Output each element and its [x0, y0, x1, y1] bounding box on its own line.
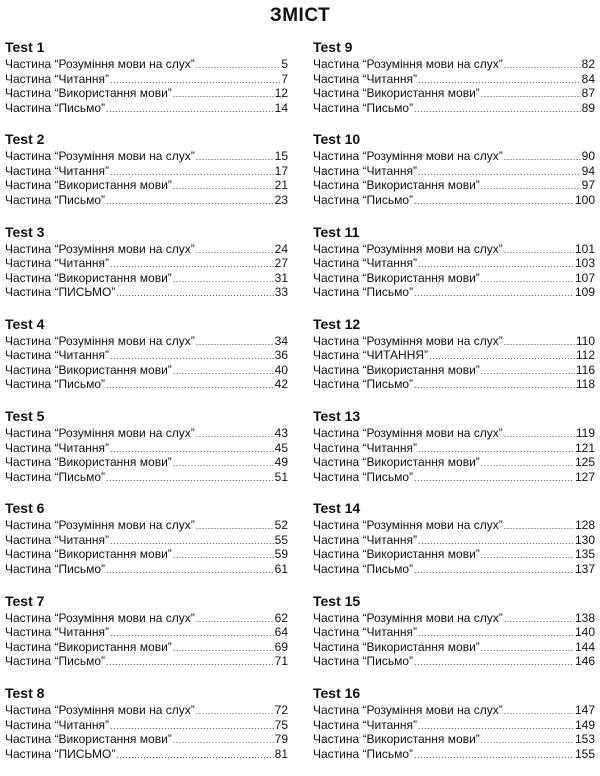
toc-entry[interactable]: [313, 654, 595, 669]
toc-entry[interactable]: [5, 470, 288, 485]
dot-leader: [196, 427, 274, 442]
test-section: [5, 38, 288, 115]
toc-entry-page-number: 27: [274, 256, 288, 271]
test-section: [313, 499, 595, 576]
toc-entry-page-number: 55: [274, 532, 288, 547]
test-section: [5, 499, 288, 576]
toc-entry-page-number: 118: [575, 377, 595, 392]
toc-entry-page-number: 81: [274, 746, 288, 761]
toc-entry-label: Частина “Читання”: [313, 256, 417, 271]
toc-entry-label: Частина “Використання мови”: [5, 547, 172, 562]
toc-entry[interactable]: [313, 86, 595, 101]
toc-entry-label: Частина “Читання”: [5, 163, 109, 178]
dot-leader: [116, 286, 273, 301]
dot-leader: [481, 548, 574, 563]
toc-entry-page-number: 90: [581, 149, 595, 164]
toc-entry-label: Частина “Читання”: [5, 625, 109, 640]
toc-entry-label: Частина “Розуміння мови на слух”: [5, 426, 195, 441]
toc-entry-page-number: 135: [574, 547, 595, 562]
toc-entry[interactable]: [5, 149, 288, 164]
test-section: [5, 223, 288, 300]
toc-entry-label: Частина “Використання мови”: [5, 270, 172, 285]
toc-entry-page-number: 110: [575, 333, 595, 348]
toc-entry[interactable]: [5, 72, 288, 87]
toc-entry-label: Частина “Розуміння мови на слух”: [5, 518, 195, 533]
test-heading: Test 6: [5, 500, 45, 517]
toc-entry-page-number: 45: [274, 440, 288, 455]
toc-entry-page-number: 52: [274, 518, 288, 533]
page-title: ЗМІСТ: [269, 5, 331, 26]
toc-entry[interactable]: [5, 57, 288, 72]
toc-entry-page-number: 24: [274, 241, 288, 256]
dot-leader: [504, 58, 581, 73]
dot-leader: [196, 519, 274, 534]
toc-entry-label: Частина “Використання мови”: [313, 455, 480, 470]
toc-entry[interactable]: [5, 533, 288, 548]
toc-entry-label: Частина “Розуміння мови на слух”: [313, 149, 503, 164]
dot-leader: [106, 471, 274, 486]
toc-entry[interactable]: [313, 562, 595, 577]
dot-leader: [116, 748, 273, 763]
toc-entry-label: Частина “Письмо”: [5, 377, 106, 392]
toc-entry-page-number: 49: [274, 455, 288, 470]
toc-entry-label: Частина “Використання мови”: [313, 178, 480, 193]
test-section: [313, 130, 595, 207]
test-heading: Test 10: [313, 131, 361, 148]
toc-entry-label: Частина “Розуміння мови на слух”: [313, 241, 503, 256]
toc-entry[interactable]: [313, 426, 595, 441]
toc-entry[interactable]: [313, 285, 595, 300]
toc-entry-page-number: 59: [274, 547, 288, 562]
toc-entry-label: Частина “Використання мови”: [313, 362, 480, 377]
test-heading: Test 9: [313, 39, 353, 55]
dot-leader: [196, 150, 274, 165]
toc-entry-label: Частина “Розуміння мови на слух”: [5, 703, 195, 718]
toc-entry-page-number: 42: [274, 377, 288, 392]
test-section: [5, 315, 288, 392]
toc-entry-page-number: 33: [274, 285, 288, 300]
toc-entry-label: Частина “Розуміння мови на слух”: [313, 703, 503, 718]
toc-entry-page-number: 51: [274, 469, 288, 484]
test-heading: Test 16: [313, 685, 361, 702]
dot-leader: [504, 704, 574, 719]
dot-leader: [481, 364, 575, 379]
dot-leader: [196, 58, 281, 73]
test-heading: Test 8: [5, 685, 45, 702]
toc-entry-page-number: 84: [581, 71, 595, 86]
toc-entry-label: Частина “Читання”: [313, 71, 417, 86]
toc-entry-label: Частина “Використання мови”: [5, 455, 172, 470]
dot-leader: [418, 73, 581, 88]
toc-entry[interactable]: [313, 57, 595, 72]
test-heading: Test 3: [5, 223, 45, 240]
toc-entry-page-number: 140: [574, 625, 595, 640]
toc-entry[interactable]: [313, 455, 595, 470]
toc-entry[interactable]: [5, 193, 288, 208]
toc-entry-label: Частина “Письмо”: [5, 469, 106, 484]
test-heading: Test 12: [313, 315, 361, 332]
dot-leader: [414, 378, 575, 393]
toc-entry-label: Частина “Письмо”: [313, 561, 414, 576]
toc-entry-label: Частина “Письмо”: [5, 654, 106, 669]
toc-entry-page-number: 137: [574, 561, 595, 576]
dot-leader: [173, 641, 274, 656]
toc-entry[interactable]: [313, 72, 595, 87]
toc-entry[interactable]: [5, 747, 288, 762]
toc-entry-page-number: 89: [581, 100, 595, 115]
toc-entry-label: Частина “Використання мови”: [5, 639, 172, 654]
dot-leader: [481, 456, 574, 471]
toc-entry[interactable]: [313, 625, 595, 640]
toc-entry-page-number: 36: [274, 348, 288, 363]
toc-entry[interactable]: [313, 363, 595, 378]
test-heading: Test 7: [5, 592, 45, 609]
dot-leader: [504, 519, 574, 534]
toc-entry[interactable]: [5, 426, 288, 441]
toc-entry-page-number: 17: [274, 163, 288, 178]
toc-entry-page-number: 103: [574, 256, 595, 271]
toc-entry[interactable]: [5, 441, 288, 456]
toc-entry-page-number: 155: [574, 746, 595, 761]
toc-entry[interactable]: [5, 703, 288, 718]
toc-entry-label: Частина “Розуміння мови на слух”: [5, 241, 195, 256]
toc-entry-label: Частина “Використання мови”: [5, 178, 172, 193]
toc-entry-page-number: 144: [574, 639, 595, 654]
toc-entry-page-number: 62: [274, 610, 288, 625]
toc-entry[interactable]: [5, 334, 288, 349]
toc-column-left: [5, 38, 288, 776]
toc-entry-page-number: 71: [274, 654, 288, 669]
test-heading: Test 11: [313, 223, 360, 240]
toc-entry-label: Частина “Розуміння мови на слух”: [313, 333, 503, 348]
test-section: [5, 684, 288, 761]
toc-entry-label: Частина “Письмо”: [313, 469, 414, 484]
toc-entry-page-number: 75: [274, 717, 288, 732]
toc-column-right: [313, 38, 595, 776]
toc-entry[interactable]: [5, 348, 288, 363]
toc-entry-label: Частина “Використання мови”: [313, 86, 480, 100]
dot-leader: [106, 102, 274, 117]
toc-entry-page-number: 112: [575, 348, 595, 363]
dot-leader: [196, 704, 274, 719]
toc-entry-label: Частина “Читання”: [5, 348, 109, 363]
dot-leader: [504, 243, 574, 258]
toc-entry-label: Частина “Читання”: [5, 256, 109, 271]
toc-entry-label: Частина “Читання”: [313, 440, 417, 455]
toc-entry[interactable]: [313, 718, 595, 733]
dot-leader: [110, 257, 274, 272]
dot-leader: [110, 73, 280, 88]
dot-leader: [196, 335, 274, 350]
toc-entry-page-number: 79: [274, 732, 288, 747]
toc-entry[interactable]: [313, 271, 595, 286]
test-section: [313, 223, 595, 300]
test-heading: Test 14: [313, 500, 361, 517]
toc-entry-label: Частина “Розуміння мови на слух”: [313, 610, 503, 625]
toc-entry-label: Частина “Письмо”: [313, 746, 414, 761]
toc-entry[interactable]: [313, 640, 595, 655]
toc-entry-page-number: 101: [574, 241, 595, 256]
dot-leader: [504, 427, 575, 442]
toc-entry-page-number: 23: [274, 192, 288, 207]
toc-entry-page-number: 82: [581, 57, 595, 71]
toc-entry[interactable]: [5, 377, 288, 392]
dot-leader: [481, 87, 581, 102]
toc-entry-page-number: 64: [274, 625, 288, 640]
toc-entry[interactable]: [5, 86, 288, 101]
dot-leader: [418, 257, 574, 272]
dot-leader: [173, 548, 274, 563]
toc-entry[interactable]: [313, 348, 595, 363]
toc-entry[interactable]: [313, 193, 595, 208]
dot-leader: [414, 194, 574, 209]
toc-entry-page-number: 5: [281, 57, 288, 71]
toc-entry-page-number: 14: [274, 100, 288, 115]
test-heading: Test 4: [5, 315, 45, 332]
toc-entry[interactable]: [5, 732, 288, 747]
toc-entry-label: Частина “Використання мови”: [313, 270, 480, 285]
dot-leader: [504, 335, 575, 350]
dot-leader: [196, 243, 274, 258]
toc-entry[interactable]: [5, 242, 288, 257]
dot-leader: [110, 349, 274, 364]
test-section: [5, 592, 288, 669]
dot-leader: [414, 102, 581, 117]
test-section: [313, 38, 595, 115]
toc-entry-page-number: 146: [574, 654, 595, 669]
toc-entry-page-number: 153: [574, 732, 595, 747]
test-section: [313, 315, 595, 392]
toc-entry[interactable]: [313, 547, 595, 562]
test-section: [5, 407, 288, 484]
toc-entry-label: Частина “Письмо”: [5, 192, 106, 207]
toc-entry-page-number: 109: [574, 285, 595, 300]
toc-entry-label: Частина “ПИСЬМО”: [5, 285, 116, 300]
toc-entry[interactable]: [313, 149, 595, 164]
dot-leader: [110, 719, 274, 734]
dot-leader: [110, 442, 274, 457]
toc-entry-label: Частина “Розуміння мови на слух”: [313, 426, 503, 441]
toc-entry[interactable]: [313, 242, 595, 257]
test-section: [313, 407, 595, 484]
toc-entry-label: Частина “Письмо”: [313, 377, 414, 392]
dot-leader: [106, 378, 274, 393]
test-heading: Test 2: [5, 131, 45, 148]
toc-entry-page-number: 61: [274, 561, 288, 576]
dot-leader: [418, 719, 574, 734]
toc-entry[interactable]: [5, 562, 288, 577]
dot-leader: [173, 179, 274, 194]
test-section: [313, 684, 595, 761]
toc-entry[interactable]: [5, 271, 288, 286]
toc-entry[interactable]: [5, 164, 288, 179]
toc-entry-page-number: 147: [574, 703, 595, 718]
dot-leader: [106, 194, 274, 209]
test-heading: Test 1: [5, 39, 45, 55]
toc-entry[interactable]: [5, 611, 288, 626]
toc-entry-label: Частина “Розуміння мови на слух”: [313, 518, 503, 533]
dot-leader: [429, 349, 575, 364]
toc-entry[interactable]: [5, 547, 288, 562]
toc-entry-page-number: 94: [581, 163, 595, 178]
toc-entry-page-number: 43: [274, 426, 288, 441]
toc-entry-page-number: 34: [274, 333, 288, 348]
toc-entry-label: Частина “Письмо”: [313, 654, 414, 669]
toc-entry[interactable]: [313, 747, 595, 762]
toc-entry[interactable]: [313, 703, 595, 718]
toc-entry-label: Частина “Розуміння мови на слух”: [313, 57, 503, 71]
toc-entry-label: Частина “ЧИТАННЯ”: [313, 348, 429, 363]
dot-leader: [106, 563, 274, 578]
toc-entry[interactable]: [5, 178, 288, 193]
toc-entry-label: Частина “Розуміння мови на слух”: [5, 57, 195, 71]
dot-leader: [414, 471, 574, 486]
dot-leader: [418, 534, 574, 549]
dot-leader: [173, 87, 274, 102]
toc-entry[interactable]: [313, 334, 595, 349]
toc-entry-page-number: 72: [274, 703, 288, 718]
toc-entry-label: Частина “Читання”: [313, 717, 417, 732]
toc-entry[interactable]: [313, 256, 595, 271]
toc-entry-label: Частина “Письмо”: [5, 561, 106, 576]
toc-entry-page-number: 12: [274, 86, 288, 100]
dot-leader: [173, 272, 274, 287]
dot-leader: [414, 748, 574, 763]
dot-leader: [481, 179, 581, 194]
toc-entry-page-number: 100: [574, 192, 595, 207]
toc-entry-page-number: 149: [574, 717, 595, 732]
toc-entry-label: Частина “Читання”: [5, 71, 109, 86]
toc-entry-page-number: 121: [574, 440, 595, 455]
toc-entry-label: Частина “Використання мови”: [313, 732, 480, 747]
dot-leader: [173, 364, 274, 379]
toc-entry-label: Частина “Використання мови”: [313, 639, 480, 654]
toc-entry-page-number: 127: [574, 469, 595, 484]
toc-entry-page-number: 130: [574, 532, 595, 547]
toc-entry[interactable]: [5, 518, 288, 533]
test-heading: Test 15: [313, 592, 361, 609]
toc-entry[interactable]: [5, 625, 288, 640]
toc-entry[interactable]: [5, 256, 288, 271]
toc-entry-label: Частина “Читання”: [313, 163, 417, 178]
dot-leader: [504, 612, 574, 627]
dot-leader: [481, 733, 574, 748]
dot-leader: [106, 655, 274, 670]
toc-entry-page-number: 31: [274, 270, 288, 285]
toc-entry[interactable]: [313, 178, 595, 193]
test-heading: Test 5: [5, 408, 45, 425]
toc-entry-page-number: 97: [581, 178, 595, 193]
toc-entry-label: Частина “Використання мови”: [5, 86, 172, 100]
toc-entry-page-number: 128: [574, 518, 595, 533]
toc-entry[interactable]: [313, 611, 595, 626]
toc-entry[interactable]: [5, 640, 288, 655]
dot-leader: [110, 165, 274, 180]
toc-entry-page-number: 69: [274, 639, 288, 654]
toc-entry-page-number: 21: [274, 178, 288, 193]
dot-leader: [481, 272, 574, 287]
dot-leader: [414, 563, 574, 578]
toc-entry[interactable]: [313, 533, 595, 548]
toc-entry[interactable]: [5, 718, 288, 733]
dot-leader: [173, 733, 274, 748]
toc-entry-label: Частина “Письмо”: [313, 192, 414, 207]
toc-entry-label: Частина “Розуміння мови на слух”: [5, 610, 195, 625]
dot-leader: [418, 626, 574, 641]
toc-entry-page-number: 87: [581, 86, 595, 100]
toc-entry-page-number: 116: [575, 362, 595, 377]
dot-leader: [110, 534, 274, 549]
dot-leader: [414, 286, 574, 301]
toc-entry-page-number: 7: [281, 71, 288, 86]
toc-entry-page-number: 40: [274, 362, 288, 377]
toc-entry-label: Частина “Читання”: [313, 532, 417, 547]
toc-entry-label: Частина “Використання мови”: [313, 547, 480, 562]
toc-entry-label: Частина “Розуміння мови на слух”: [5, 149, 195, 164]
toc-entry-label: Частина “Читання”: [5, 440, 109, 455]
toc-entry-label: Частина “ПИСЬМО”: [5, 746, 116, 761]
dot-leader: [418, 165, 581, 180]
dot-leader: [414, 655, 574, 670]
toc-entry-page-number: 119: [575, 426, 595, 441]
dot-leader: [196, 612, 274, 627]
toc-entry-page-number: 138: [574, 610, 595, 625]
toc-entry-label: Частина “Читання”: [313, 625, 417, 640]
toc-entry[interactable]: [313, 101, 595, 116]
toc-entry-label: Частина “Читання”: [5, 532, 109, 547]
toc-entry-label: Частина “Письмо”: [313, 285, 414, 300]
toc-entry-label: Частина “Письмо”: [5, 100, 106, 115]
toc-entry-page-number: 107: [574, 270, 595, 285]
test-section: [313, 592, 595, 669]
toc-entry[interactable]: [313, 377, 595, 392]
toc-entry-label: Частина “Розуміння мови на слух”: [5, 333, 195, 348]
toc-entry[interactable]: [5, 101, 288, 116]
toc-entry[interactable]: [313, 164, 595, 179]
test-heading: Test 13: [313, 408, 361, 425]
toc-entry[interactable]: [313, 518, 595, 533]
dot-leader: [481, 641, 574, 656]
dot-leader: [173, 456, 274, 471]
dot-leader: [504, 150, 581, 165]
toc-entry-label: Частина “Письмо”: [313, 100, 414, 115]
toc-entry[interactable]: [313, 441, 595, 456]
toc-entry[interactable]: [5, 285, 288, 300]
toc-entry[interactable]: [313, 470, 595, 485]
toc-entry-label: Частина “Читання”: [5, 717, 109, 732]
toc-entry-page-number: 15: [274, 149, 288, 164]
toc-entry[interactable]: [5, 455, 288, 470]
toc-entry[interactable]: [5, 363, 288, 378]
toc-entry[interactable]: [313, 732, 595, 747]
toc-entry-label: Частина “Використання мови”: [5, 732, 172, 747]
toc-entry-page-number: 125: [574, 455, 595, 470]
test-section: [5, 130, 288, 207]
dot-leader: [110, 626, 274, 641]
dot-leader: [418, 442, 574, 457]
toc-entry-label: Частина “Використання мови”: [5, 362, 172, 377]
toc-entry[interactable]: [5, 654, 288, 669]
